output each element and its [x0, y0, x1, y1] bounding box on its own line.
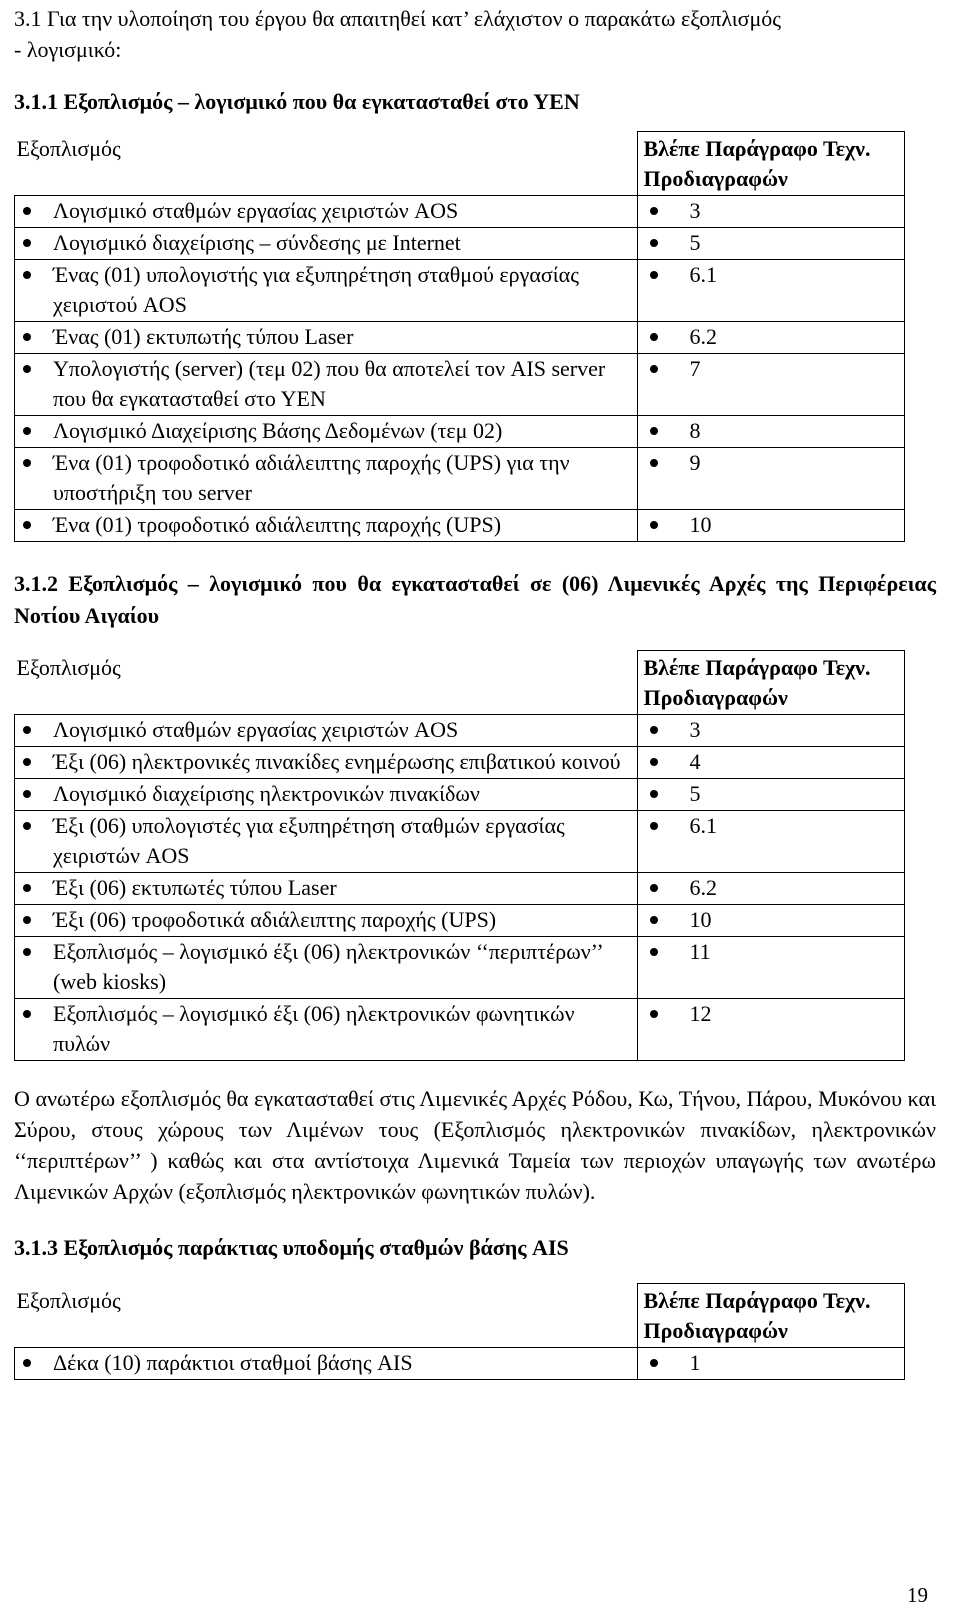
table-row	[15, 999, 905, 1061]
equipment-item: Έξι (06) εκτυπωτές τύπου Laser	[53, 875, 337, 900]
equipment-item: Λογισμικό Διαχείρισης Βάσης Δεδομένων (τεμ 02)	[53, 418, 503, 443]
equipment-item: Υπολογιστής (server) (τεμ 02) που θα αποτελεί τον AIS server που θα εγκατασταθεί στο ΥΕΝ	[53, 356, 606, 411]
bullet-icon	[23, 239, 31, 247]
reference-paragraph: 9	[689, 450, 701, 475]
bullet-icon	[23, 427, 31, 435]
bullet-icon	[650, 207, 658, 215]
reference-paragraph: 6.2	[689, 875, 717, 900]
reference-paragraph: 3	[689, 717, 701, 742]
bullet-icon	[23, 758, 31, 766]
reference-paragraph: 10	[689, 512, 712, 537]
table-row	[15, 228, 905, 260]
bullet-icon	[23, 884, 31, 892]
equipment-item: Ένας (01) υπολογιστής για εξυπηρέτηση σταθμού εργασίας χειριστού AOS	[53, 262, 579, 317]
table-row	[15, 448, 905, 510]
header-equipment: Εξοπλισμός	[15, 1284, 638, 1348]
table-row	[15, 715, 905, 747]
equipment-item: Εξοπλισμός – λογισμικό έξι (06) ηλεκτρονικών ‘‘περιπτέρων’’ (web kiosks)	[53, 939, 603, 994]
bullet-icon	[23, 726, 31, 734]
table-row	[15, 354, 905, 416]
bullet-icon	[650, 239, 658, 247]
intro-paragraph	[14, 3, 936, 65]
equipment-item: Έξι (06) τροφοδοτικά αδιάλειπτης παροχής (UPS)	[53, 907, 497, 932]
equipment-item: Έξι (06) ηλεκτρονικές πινακίδες ενημέρωσης επιβατικού κοινού	[53, 749, 621, 774]
body-paragraph: Ο ανωτέρω εξοπλισμός θα εγκατασταθεί στις Λιμενικές Αρχές Ρόδου, Κω, Τήνου, Πάρου, Μυκόνου και Σύρου, στους χώρους των Λιμένων τους (Εξοπλισμός ηλεκτρονικών πινακίδων, ηλεκτρονικών ‘‘περιπτέρων’’ ) καθώς και στα αντίστοιχα Λιμενικά Ταμεία των περιοχών υπαγωγής των ανωτέρω Λιμενικών Αρχών (εξοπλισμός ηλεκτρονικών φωνητικών πυλών).	[14, 1086, 936, 1204]
reference-paragraph: 1	[689, 1350, 701, 1375]
bullet-icon	[650, 521, 658, 529]
bullet-icon	[23, 1010, 31, 1018]
table-row	[15, 905, 905, 937]
document-page	[14, 0, 936, 1380]
section-3-table	[14, 1283, 905, 1380]
equipment-item: Εξοπλισμός – λογισμικό έξι (06) ηλεκτρονικών φωνητικών πυλών	[53, 1001, 575, 1056]
header-reference: Βλέπε Παράγραφο Τεχν. Προδιαγραφών	[637, 132, 904, 196]
table-row	[15, 1348, 905, 1380]
table-row	[15, 747, 905, 779]
bullet-icon	[23, 948, 31, 956]
bullet-icon	[650, 333, 658, 341]
section-3-title: 3.1.3 Εξοπλισμός παράκτιας υποδομής σταθμών βάσης AIS	[14, 1235, 569, 1260]
bullet-icon	[23, 916, 31, 924]
intro-line-1: 3.1 Για την υλοποίηση του έργου θα απαιτηθεί κατ’ ελάχιστον ο παρακάτω εξοπλισμός	[14, 6, 782, 31]
header-equipment: Εξοπλισμός	[15, 132, 638, 196]
bullet-icon	[23, 822, 31, 830]
section-2-title: 3.1.2 Εξοπλισμός – λογισμικό που θα εγκατασταθεί σε (06) Λιμενικές Αρχές της Περιφέρειας Νοτίου Αιγαίου	[14, 571, 936, 628]
equipment-item: Λογισμικό διαχείρισης ηλεκτρονικών πινακίδων	[53, 781, 480, 806]
bullet-icon	[650, 1010, 658, 1018]
bullet-icon	[23, 521, 31, 529]
equipment-item: Λογισμικό σταθμών εργασίας χειριστών AOS	[53, 198, 459, 223]
bullet-icon	[650, 790, 658, 798]
equipment-item: Ένα (01) τροφοδοτικό αδιάλειπτης παροχής (UPS)	[53, 512, 502, 537]
reference-paragraph: 5	[689, 230, 701, 255]
bullet-icon	[23, 365, 31, 373]
equipment-item: Ένα (01) τροφοδοτικό αδιάλειπτης παροχής (UPS) για την υποστήριξη του server	[53, 450, 570, 505]
bullet-icon	[650, 365, 658, 373]
table-row	[15, 416, 905, 448]
bullet-icon	[650, 427, 658, 435]
bullet-icon	[650, 726, 658, 734]
reference-paragraph: 4	[689, 749, 701, 774]
bullet-icon	[23, 459, 31, 467]
page-number: 19	[907, 1583, 928, 1607]
reference-paragraph: 10	[689, 907, 712, 932]
equipment-item: Λογισμικό διαχείρισης – σύνδεσης με Internet	[53, 230, 461, 255]
table-row	[15, 510, 905, 542]
section-2-table	[14, 650, 905, 1061]
table-row	[15, 260, 905, 322]
header-reference: Βλέπε Παράγραφο Τεχν. Προδιαγραφών	[637, 651, 904, 715]
table-row	[15, 873, 905, 905]
table-row	[15, 779, 905, 811]
bullet-icon	[650, 948, 658, 956]
bullet-icon	[650, 271, 658, 279]
reference-paragraph: 5	[689, 781, 701, 806]
bullet-icon	[650, 758, 658, 766]
bullet-icon	[23, 1359, 31, 1367]
equipment-item: Ένας (01) εκτυπωτής τύπου Laser	[53, 324, 354, 349]
reference-paragraph: 8	[689, 418, 701, 443]
bullet-icon	[650, 822, 658, 830]
bullet-icon	[650, 459, 658, 467]
equipment-item: Έξι (06) υπολογιστές για εξυπηρέτηση σταθμών εργασίας χειριστών AOS	[53, 813, 565, 868]
bullet-icon	[23, 207, 31, 215]
reference-paragraph: 12	[689, 1001, 712, 1026]
header-equipment: Εξοπλισμός	[15, 651, 638, 715]
table-row	[15, 811, 905, 873]
reference-paragraph: 6.1	[689, 262, 717, 287]
equipment-item: Δέκα (10) παράκτιοι σταθμοί βάσης AIS	[53, 1350, 413, 1375]
bullet-icon	[650, 1359, 658, 1367]
bullet-icon	[23, 790, 31, 798]
table-row	[15, 196, 905, 228]
section-1-title: 3.1.1 Εξοπλισμός – λογισμικό που θα εγκατασταθεί στο ΥΕΝ	[14, 89, 580, 114]
reference-paragraph: 6.2	[689, 324, 717, 349]
section-1-table	[14, 131, 905, 542]
reference-paragraph: 6.1	[689, 813, 717, 838]
bullet-icon	[23, 333, 31, 341]
bullet-icon	[23, 271, 31, 279]
reference-paragraph: 7	[689, 356, 701, 381]
bullet-icon	[650, 916, 658, 924]
bullet-icon	[650, 884, 658, 892]
reference-paragraph: 3	[689, 198, 701, 223]
table-row	[15, 322, 905, 354]
equipment-item: Λογισμικό σταθμών εργασίας χειριστών AOS	[53, 717, 459, 742]
table-row	[15, 937, 905, 999]
header-reference: Βλέπε Παράγραφο Τεχν. Προδιαγραφών	[637, 1284, 904, 1348]
intro-line-2: - λογισμικό:	[14, 37, 122, 62]
reference-paragraph: 11	[689, 939, 711, 964]
